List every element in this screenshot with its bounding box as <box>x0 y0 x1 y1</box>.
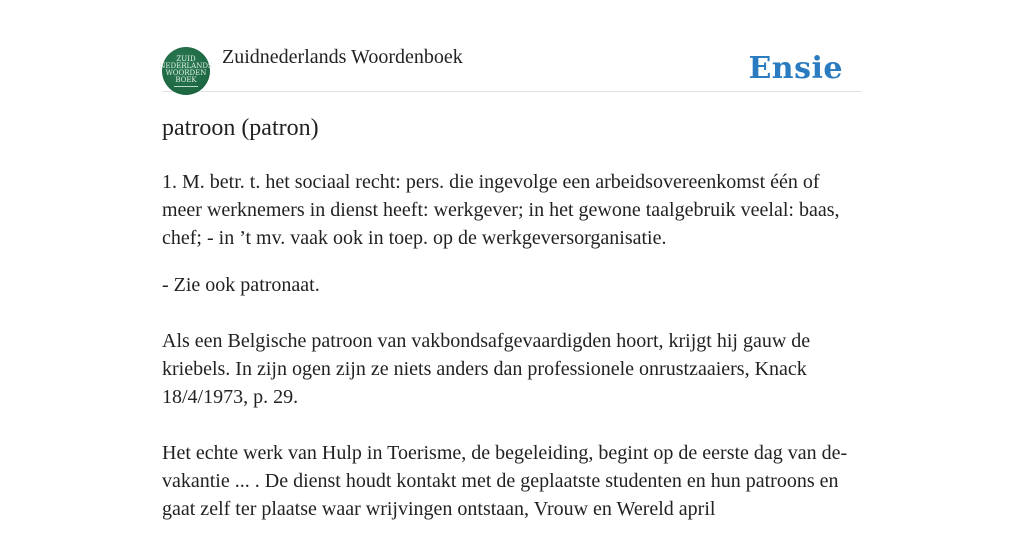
logo-text-line: NEDERLANDS <box>159 61 213 70</box>
see-also-text: - Zie ook patronaat. <box>162 274 320 296</box>
logo-text-line: WOORDEN <box>165 68 207 77</box>
entry-definition: 1. M. betr. t. het sociaal recht: pers. die ingevolge een arbeidsovereenkomst één of meer werknemers in dienst heeft: werkgever; in het gewone taalgebruik veelal: baas, chef; - in ’t mv. vaak ook in toep. op de werkgeversorganisatie. <box>162 171 840 249</box>
entry-body <box>162 168 862 551</box>
site-header <box>159 45 862 92</box>
dictionary-logo[interactable] <box>159 47 213 95</box>
logo-rule <box>174 86 198 87</box>
citation-paragraph: Als een Belgische patroon van vakbondsafgevaardigden hoort, krijgt hij gauw de kriebels. In zijn ogen zijn ze niets anders dan professionele onrustzaaiers, Knack 18/4/1973, p. 29. <box>162 330 811 408</box>
logo-text-line: BOEK <box>175 75 197 84</box>
page <box>159 0 862 520</box>
entry-headword: patroon (patron) <box>162 115 319 141</box>
ensie-brand-link[interactable]: Ensie <box>748 51 843 86</box>
citation-paragraph: Het echte werk van Hulp in Toerisme, de begeleiding, begint op de eerste dag van de-vakantie ... . De dienst houdt kontakt met de geplaatste studenten en hun patroons en gaat zelf ter plaatse waar wrijvingen ontstaan, Vrouw en Wereld april <box>162 442 848 520</box>
site-title-link[interactable]: Zuidnederlands Woordenboek <box>222 46 463 68</box>
logo-text-line: ZUID <box>176 54 196 63</box>
